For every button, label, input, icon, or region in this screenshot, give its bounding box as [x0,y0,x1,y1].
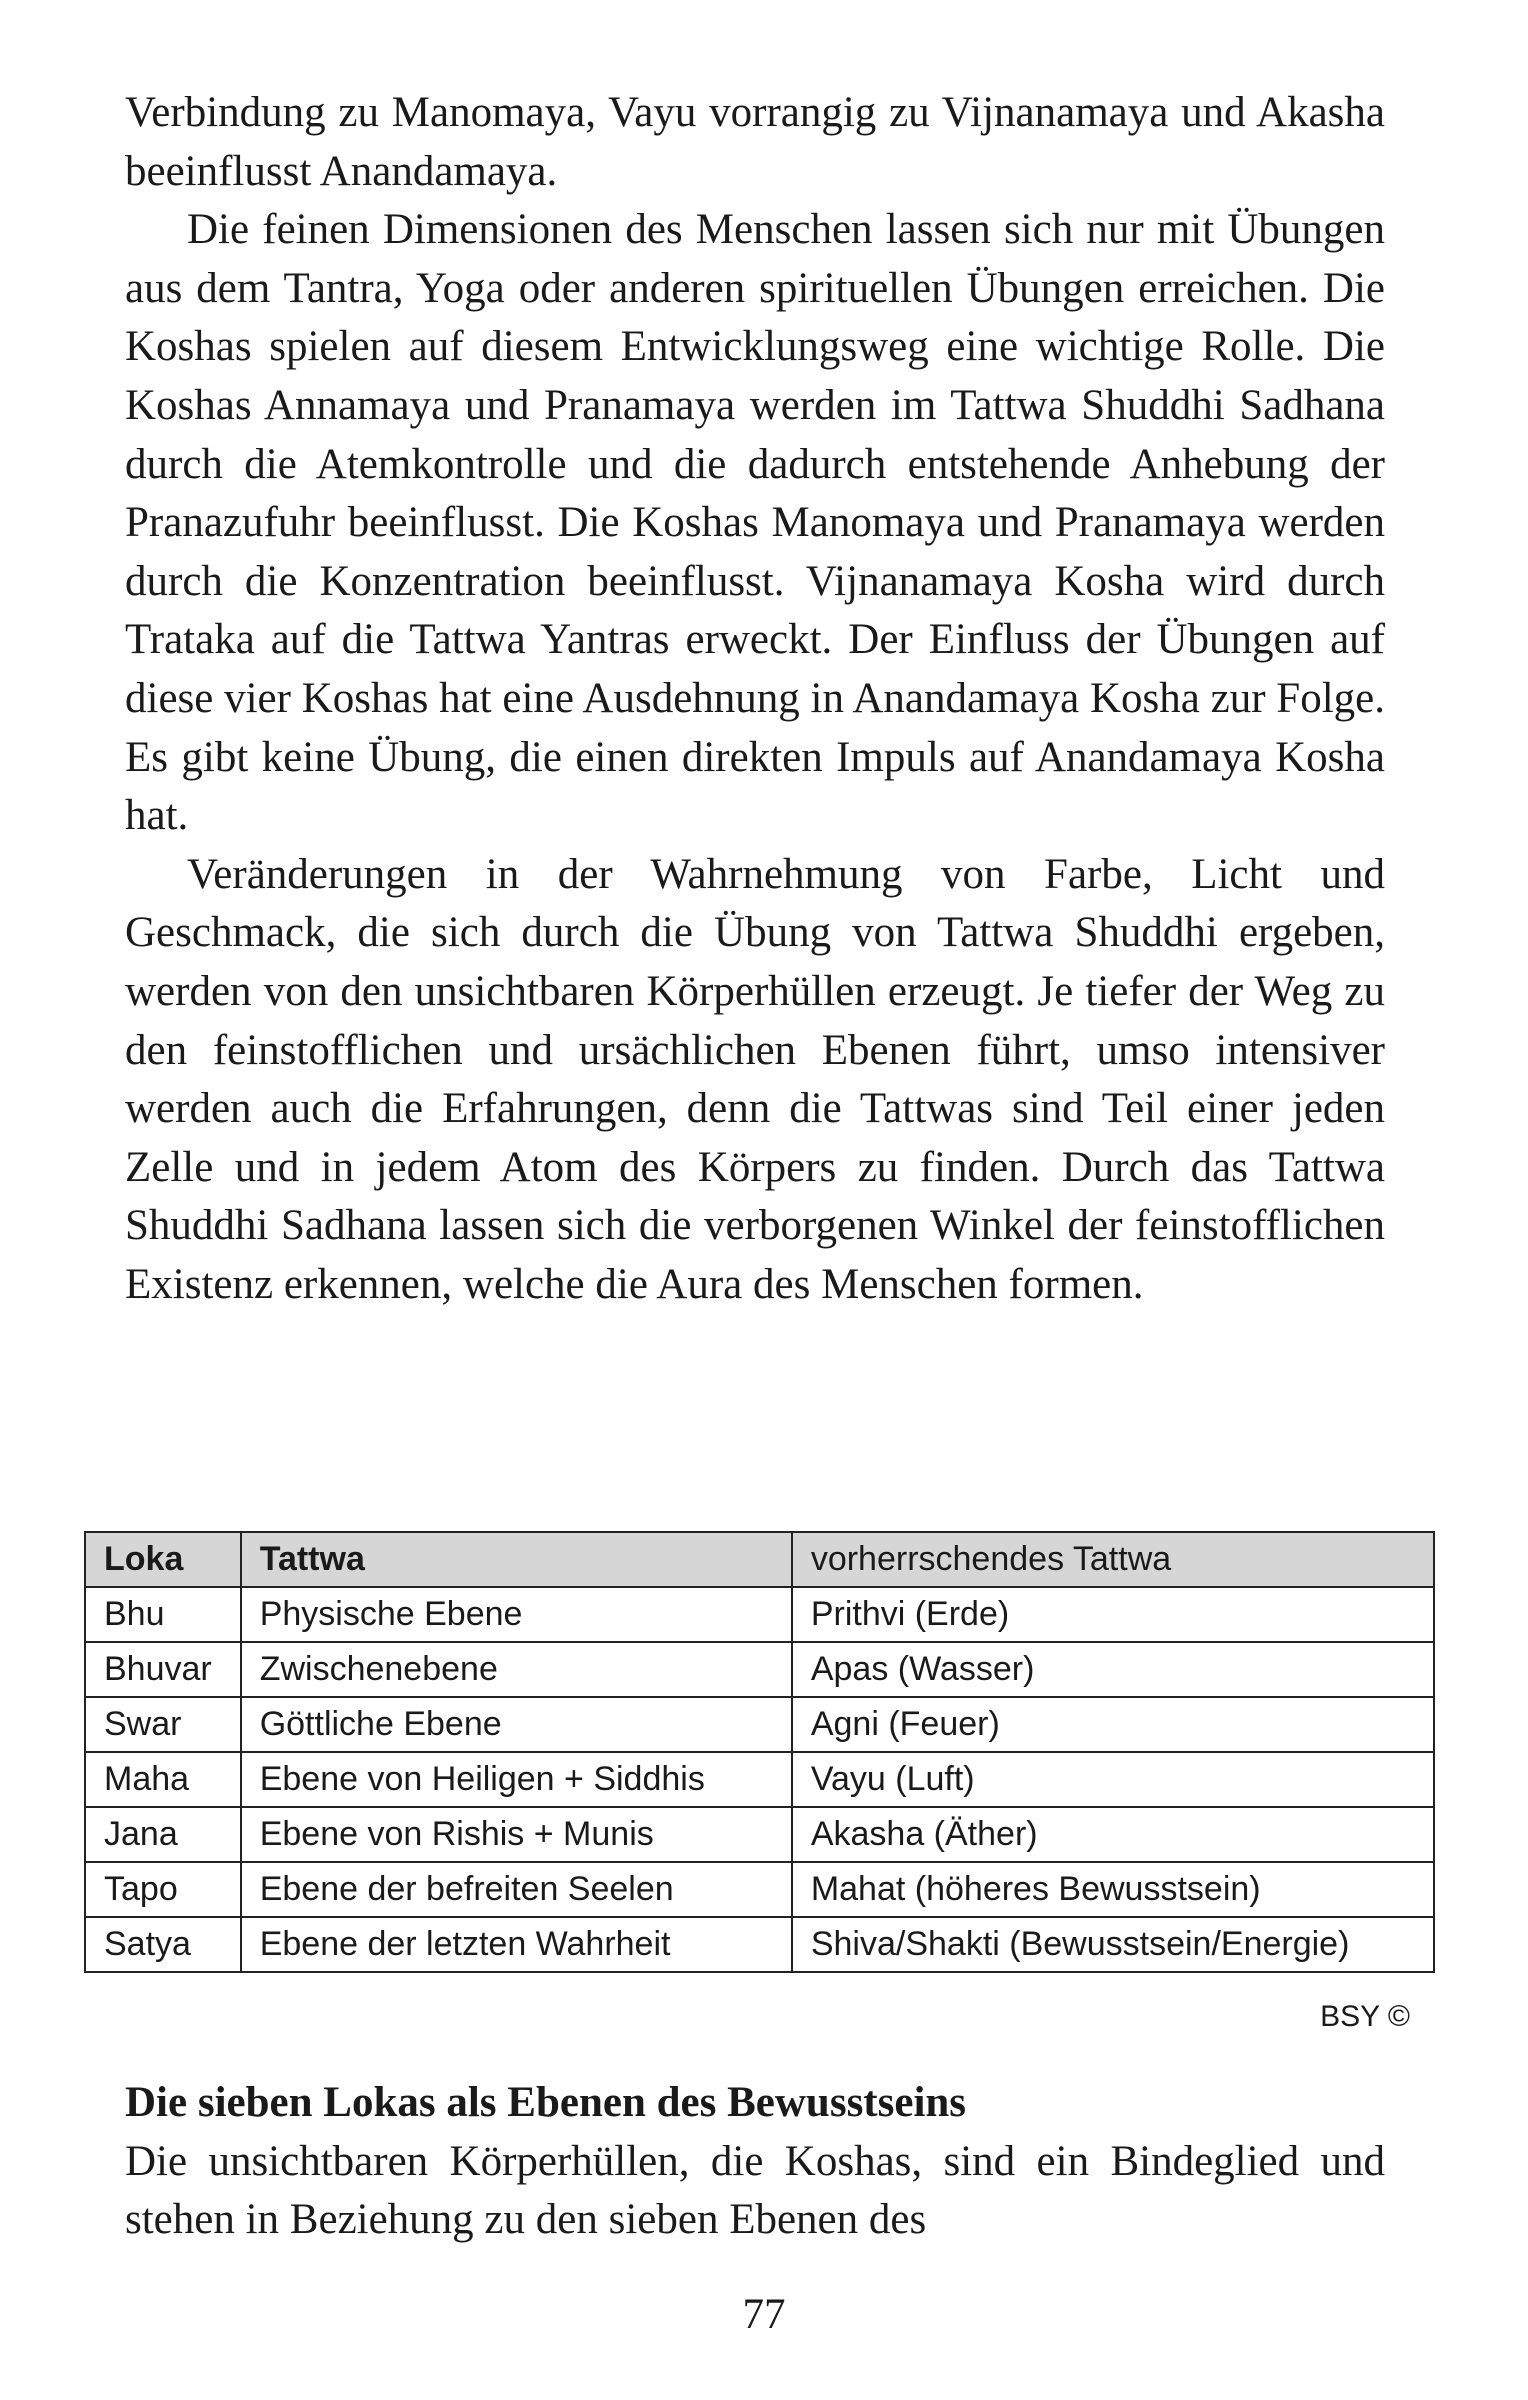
table-row [85,1642,1434,1697]
cell-tattwa: Physische Ebene [241,1587,792,1642]
paragraph-1: Verbindung zu Manomaya, Vayu vorrangig zu Vijnanamaya und Akasha beeinflusst Anandamaya. [125,89,1385,195]
header-loka: Loka [85,1532,241,1587]
cell-loka: Bhuvar [85,1642,241,1697]
table-row [85,1807,1434,1862]
cell-dominant: Mahat (höheres Bewusstsein) [792,1862,1434,1917]
table-row [85,1752,1434,1807]
section-text: Die unsichtbaren Körperhüllen, die Koshas, sind ein Bindeglied und stehen in Beziehung zu den sieben Ebenen des [125,2137,1385,2244]
loka-table [84,1531,1435,1973]
cell-tattwa: Göttliche Ebene [241,1697,792,1752]
cell-loka: Maha [85,1752,241,1807]
cell-dominant: Agni (Feuer) [792,1697,1434,1752]
cell-loka: Tapo [85,1862,241,1917]
header-dominant-tattwa: vorherrschendes Tattwa [792,1532,1434,1587]
section-lokas [125,2074,1385,2250]
table-copyright: BSY © [1320,2000,1410,2033]
cell-dominant: Prithvi (Erde) [792,1587,1434,1642]
table-header-row [85,1532,1434,1587]
cell-dominant: Shiva/Shakti (Bewusstsein/Energie) [792,1917,1434,1972]
page-number: 77 [742,2291,786,2338]
table-row [85,1862,1434,1917]
cell-tattwa: Ebene der befreiten Seelen [241,1862,792,1917]
cell-tattwa: Ebene von Heiligen + Siddhis [241,1752,792,1807]
table-row [85,1697,1434,1752]
cell-loka: Bhu [85,1587,241,1642]
cell-tattwa: Ebene der letzten Wahrheit [241,1917,792,1972]
paragraph-3: Veränderungen in der Wahrnehmung von Farbe, Licht und Geschmack, die sich durch die Übung von Tattwa Shuddhi ergeben, werden von den unsichtbaren Körperhüllen erzeugt. Je tiefer der Weg zu den feinstofflichen und ursächlichen Ebenen führt, umso intensiver werden auch die Erfahrungen, denn die Tattwas sind Teil einer jeden Zelle und in jedem Atom des Körpers zu finden. Durch das Tattwa Shuddhi Sadhana lassen sich die verborgenen Winkel der feinstofflichen Existenz erkennen, welche die Aura des Menschen formen. [125,850,1385,1308]
table-row [85,1587,1434,1642]
body-text [125,84,1385,1314]
header-tattwa: Tattwa [241,1532,792,1587]
cell-tattwa: Zwischenebene [241,1642,792,1697]
cell-loka: Jana [85,1807,241,1862]
paragraph-2: Die feinen Dimensionen des Menschen lassen sich nur mit Übungen aus dem Tantra, Yoga oder anderen spirituellen Übungen erreichen. Die Koshas spielen auf diesem Entwicklungsweg eine wichtige Rolle. Die Koshas Annamaya und Pranamaya werden im Tattwa Shuddhi Sadhana durch die Atemkontrolle und die dadurch entstehende Anhebung der Pranazufuhr beeinflusst. Die Koshas Manomaya und Pranamaya werden durch die Konzentration beeinflusst. Vijnanamaya Kosha wird durch Trataka auf die Tattwa Yantras erweckt. Der Einfluss der Übungen auf diese vier Koshas hat eine Ausdehnung in Anandamaya Kosha zur Folge. Es gibt keine Übung, die einen direkten Impuls auf Anandamaya Kosha hat. [125,206,1385,840]
cell-tattwa: Ebene von Rishis + Munis [241,1807,792,1862]
cell-loka: Swar [85,1697,241,1752]
table-row [85,1917,1434,1972]
cell-dominant: Vayu (Luft) [792,1752,1434,1807]
section-heading: Die sieben Lokas als Ebenen des Bewusstseins [125,2079,967,2126]
cell-loka: Satya [85,1917,241,1972]
cell-dominant: Akasha (Äther) [792,1807,1434,1862]
cell-dominant: Apas (Wasser) [792,1642,1434,1697]
